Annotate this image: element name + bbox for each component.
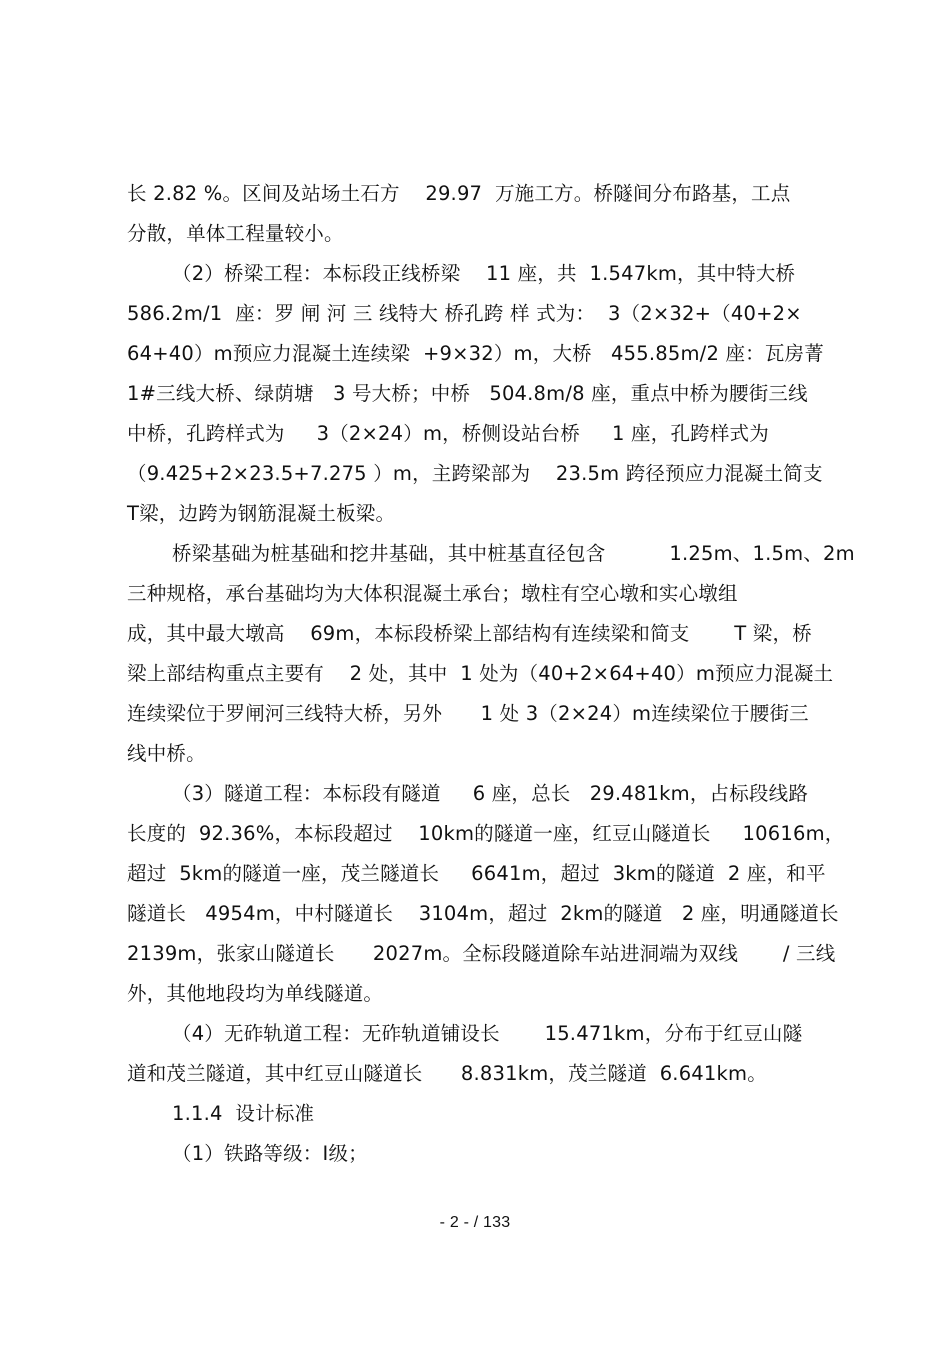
text-line: 连续梁位于罗闸河三线特大桥，另外 1 处 3（2×24）m连续梁位于腰街三 (127, 702, 809, 725)
text-line: 成，其中最大墩高 69m，本标段桥梁上部结构有连续梁和简支 T 梁，桥 (127, 622, 812, 645)
text-line: （1）铁路等级：Ⅰ级； (172, 1142, 368, 1165)
text-line: 外，其他地段均为单线隧道。 (127, 982, 384, 1005)
text-line: 线中桥。 (127, 742, 206, 765)
text-line: （4）无砟轨道工程：无砟轨道铺设长 15.471km，分布于红豆山隧 (172, 1022, 803, 1045)
text-line: （2）桥梁工程：本标段正线桥梁 11 座，共 1.547km，其中特大桥 (172, 262, 796, 285)
text-line: 长度的 92.36%，本标段超过 10km的隧道一座，红豆山隧道长 10616m， (127, 822, 845, 845)
text-line: 桥梁基础为桩基础和挖井基础，其中桩基直径包含 1.25m、1.5m、2m (172, 542, 855, 565)
text-line: 2139m，张家山隧道长 2027m。全标段隧道除车站进洞端为双线 / 三线 (127, 942, 836, 965)
text-line: 中桥，孔跨样式为 3（2×24）m，桥侧设站台桥 1 座，孔跨样式为 (127, 422, 769, 445)
text-line: 三种规格，承台基础均为大体积混凝土承台；墩柱有空心墩和实心墩组 (127, 582, 738, 605)
section-heading: 1.1.4 设计标准 (172, 1102, 315, 1125)
text-line: 586.2m/1 座：罗 闸 河 三 线特大 桥孔跨 样 式为： 3（2×32+（40+2× (127, 302, 802, 325)
page-number: - 2 - / 133 (439, 1214, 511, 1231)
text-line: 超过 5km的隧道一座，茂兰隧道长 6641m，超过 3km的隧道 2 座，和平 (127, 862, 826, 885)
text-line: 分散，单体工程量较小。 (127, 222, 344, 245)
text-line: （9.425+2×23.5+7.275 ）m，主跨梁部为 23.5m 跨径预应力混凝土简支 (127, 462, 823, 485)
text-line: T梁，边跨为钢筋混凝土板梁。 (127, 502, 396, 525)
text-line: 长 2.82 %。区间及站场土石方 29.97 万施工方。桥隧间分布路基，工点 (127, 182, 791, 205)
text-line: 隧道长 4954m，中村隧道长 3104m，超过 2km的隧道 2 座，明通隧道长 (127, 902, 839, 925)
text-line: 道和茂兰隧道，其中红豆山隧道长 8.831km，茂兰隧道 6.641km。 (127, 1062, 767, 1085)
text-line: 梁上部结构重点主要有 2 处，其中 1 处为（40+2×64+40）m预应力混凝土 (127, 662, 834, 685)
text-line: 64+40）m预应力混凝土连续梁 +9×32）m，大桥 455.85m/2 座：瓦房菁 (127, 342, 824, 365)
text-line: （3）隧道工程：本标段有隧道 6 座，总长 29.481km，占标段线路 (172, 782, 809, 805)
text-line: 1#三线大桥、绿荫塘 3 号大桥；中桥 504.8m/8 座，重点中桥为腰街三线 (127, 382, 808, 405)
